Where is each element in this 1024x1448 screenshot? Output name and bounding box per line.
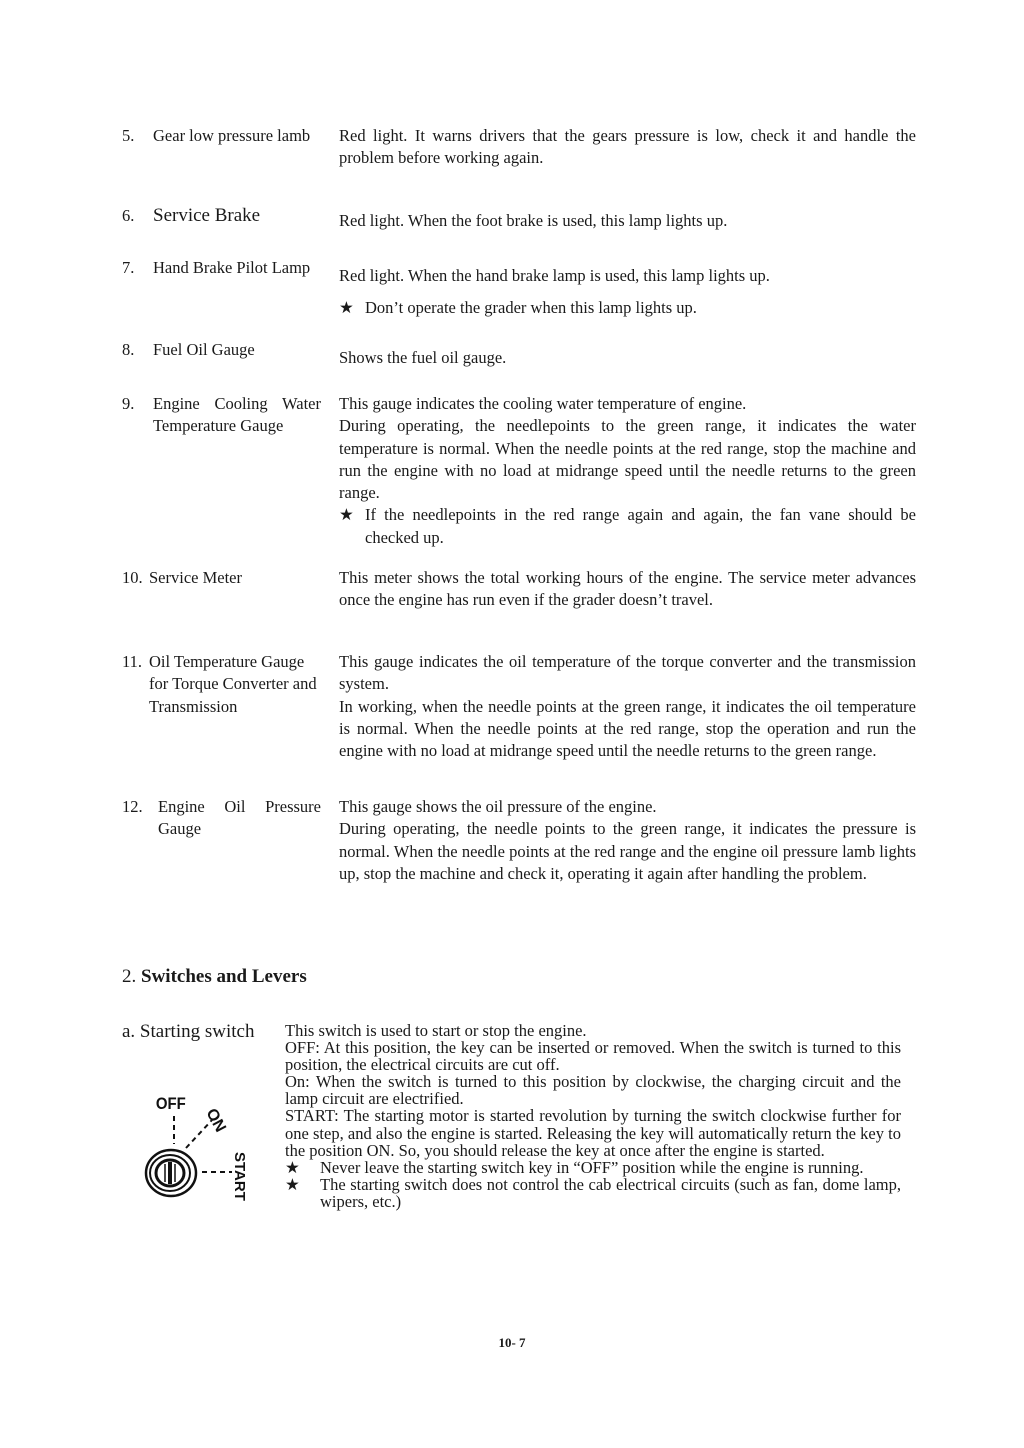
item-number: 6.	[122, 206, 135, 225]
page-number: 10- 7	[498, 1335, 526, 1350]
item-label: Service Brake	[153, 205, 261, 226]
item-note: ★ If the needlepoints in the red range again and again, the fan vane should be checked up.	[339, 505, 916, 547]
section-number: 2.	[122, 966, 137, 987]
key-switch-icon	[146, 1150, 196, 1196]
item-description: This meter shows the total working hours of the engine. The service meter advances once the engine has run even if the grader doesn’t travel.	[339, 568, 916, 610]
switch-line: On: When the switch is turned to this position by clockwise, the charging circuit and the lamp circuit are electrified.	[285, 1072, 901, 1109]
switch-note: ★ The starting switch does not control the cab electrical circuits (such as fan, dome lamp, wipers, etc.)	[285, 1174, 901, 1211]
item-number: 8.	[122, 340, 135, 359]
item-label: Engine Oil Pressure Gauge	[158, 797, 321, 839]
star-icon: ★	[285, 1174, 300, 1194]
item-label: Service Meter	[149, 568, 242, 587]
item-description: This gauge indicates the cooling water temperature of engine.	[339, 394, 747, 413]
star-icon: ★	[339, 505, 354, 525]
item-label: Oil Temperature Gauge for Torque Converter and Transmission	[149, 652, 317, 716]
switch-line: OFF: At this position, the key can be inserted or removed. When the switch is turned to this position, the electrical circuits are cut off.	[285, 1038, 901, 1075]
starting-switch-heading: a. Starting switch	[122, 1021, 255, 1042]
item-description: In working, when the needle points at the green range, it indicates the oil temperature is normal. When the needle points at the red range, stop the operation and run the engine with no load at midrange speed until the needle returns to the green range.	[339, 696, 916, 761]
item-number: 5.	[122, 126, 135, 145]
star-icon: ★	[285, 1157, 300, 1177]
item-label: Gear low pressure lamb	[153, 126, 311, 145]
on-position-label: ON	[202, 1105, 229, 1136]
item-label: Engine Cooling Water Temperature Gauge	[153, 394, 321, 436]
switch-note: ★ Never leave the starting switch key in “OFF” position while the engine is running.	[285, 1157, 864, 1177]
item-description: This gauge shows the oil pressure of the engine.	[339, 797, 657, 816]
switch-line: This switch is used to start or stop the engine.	[285, 1021, 587, 1040]
item-description: Red light. When the foot brake is used, this lamp lights up.	[339, 211, 728, 230]
item-number: 12.	[122, 797, 143, 816]
item-description: During operating, the needle points to the green range, it indicates the pressure is normal. When the needle points at the red range and the engine oil pressure lamb lights up, stop the machine and check it, operating it again after handling the problem.	[339, 819, 916, 883]
section-title: Switches and Levers	[141, 966, 307, 987]
item-description: This gauge indicates the oil temperature of the torque converter and the transmission system.	[339, 652, 916, 694]
star-icon: ★	[339, 298, 354, 318]
item-description: Red light. When the hand brake lamp is used, this lamp lights up.	[339, 266, 770, 285]
item-description: Shows the fuel oil gauge.	[339, 348, 507, 367]
item-description: Red light. It warns drivers that the gears pressure is low, check it and handle the problem before working again.	[339, 126, 916, 168]
item-description: During operating, the needlepoints to the green range, it indicates the water temperature is normal. When the needle points at the red range, stop the machine and run the engine with no load at midrange speed until the needle returns to the green range.	[339, 416, 916, 503]
start-position-label: START	[231, 1152, 248, 1201]
item-number: 10.	[122, 568, 143, 587]
off-position-label: OFF	[155, 1095, 186, 1114]
item-label: Hand Brake Pilot Lamp	[153, 258, 311, 277]
starting-switch-diagram	[140, 1088, 265, 1208]
item-number: 11.	[122, 652, 143, 671]
section-heading	[122, 966, 307, 988]
item-number: 7.	[122, 258, 135, 277]
starting-switch-description	[285, 1022, 901, 1210]
switch-line: START: The starting motor is started revolution by turning the switch clockwise further for one step, and also the engine is started. Releasing the key will automatically return the key to the position ON. So, you should release the key at once after the engine is started.	[285, 1106, 901, 1160]
item-label: Fuel Oil Gauge	[153, 340, 255, 359]
item-number: 9.	[122, 394, 135, 413]
item-note: ★ Don’t operate the grader when this lamp lights up.	[339, 297, 916, 319]
